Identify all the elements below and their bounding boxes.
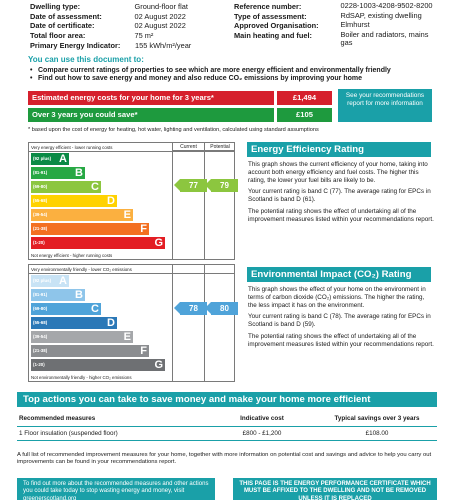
band-range: (39-54) bbox=[33, 334, 48, 339]
measure-cell: 1 Floor insulation (suspended floor) bbox=[17, 426, 207, 440]
environmental-impact-chart bbox=[28, 264, 235, 382]
band-range: (92 plus) bbox=[33, 278, 52, 283]
savings-cell: £108.00 bbox=[317, 426, 437, 440]
detail-label: Type of assessment: bbox=[234, 11, 307, 21]
detail-value: 0228-1003-4208-9502-8200 bbox=[340, 1, 433, 10]
certificate-notice-box: THIS PAGE IS THE ENERGY PERFORMANCE CERTIFICATE WHICH MUST BE AFFIXED TO THE DWELLING AND NOT BE REMOVED UNLESS IT IS REPLACED bbox=[233, 478, 437, 500]
estimated-costs-value: £1,494 bbox=[277, 91, 332, 105]
find-out-more-box: To find out more about the recommended measures and other actions you could take today to stop wasting energy and money, visit greenerscotland.org bbox=[17, 478, 215, 500]
band-letter: A bbox=[59, 153, 67, 165]
table-row bbox=[17, 426, 437, 440]
recommendations-table bbox=[17, 412, 437, 441]
eir-info-paragraph: Your current rating is band C (78). The average rating for EPCs in Scotland is band D (59). bbox=[248, 313, 431, 329]
detail-label: Reference number: bbox=[234, 2, 302, 11]
savings-label: Over 3 years you could save* bbox=[28, 108, 274, 122]
band-letter: C bbox=[91, 303, 99, 315]
band-letter: C bbox=[91, 181, 99, 193]
detail-value: 155 kWh/m²/year bbox=[135, 40, 192, 50]
detail-row bbox=[30, 12, 440, 22]
rating-band-b bbox=[31, 167, 85, 179]
eir-info-paragraph: This graph shows the effect of your home on the environment in terms of carbon dioxide (CO₂) emissions. The higher the rating, the less impact it has on the environment. bbox=[248, 286, 426, 309]
rating-band-e bbox=[31, 209, 133, 221]
band-range: (1-20) bbox=[33, 240, 45, 245]
top-note: Very environmentally friendly - lower CO₂ emissions bbox=[31, 267, 132, 272]
detail-value: 02 August 2022 bbox=[134, 11, 186, 21]
detail-value: Elmhurst bbox=[340, 20, 370, 30]
bottom-note: Not energy efficient - higher running costs bbox=[31, 253, 113, 258]
detail-value: 75 m² bbox=[134, 30, 154, 40]
rating-band-g bbox=[31, 237, 165, 249]
rating-band-f bbox=[31, 345, 149, 357]
detail-label: Total floor area: bbox=[30, 30, 86, 40]
band-range: (21-38) bbox=[33, 348, 48, 353]
band-letter: F bbox=[140, 345, 147, 357]
eir-info-paragraph: The potential rating shows the effect of undertaking all of the improvement measures listed within your recommendations report. bbox=[248, 332, 434, 348]
top-note: Very energy efficient - lower running costs bbox=[31, 145, 113, 150]
eer-info-paragraph: The potential rating shows the effect of undertaking all of the improvement measures listed within your recommendations report. bbox=[248, 207, 434, 223]
eer-info-text bbox=[248, 161, 434, 227]
top-actions-title: Top actions you can take to save money and make your home more efficient bbox=[17, 392, 437, 407]
estimated-costs-bar bbox=[28, 91, 332, 105]
band-range: (1-20) bbox=[33, 362, 45, 367]
detail-label: Date of certificate: bbox=[30, 21, 95, 31]
savings-bar bbox=[28, 108, 332, 122]
table-header-row bbox=[17, 412, 437, 426]
band-range: (92 plus) bbox=[33, 156, 52, 161]
use-doc-bullets bbox=[30, 67, 391, 84]
band-letter: B bbox=[75, 167, 83, 179]
eer-info-title: Energy Efficiency Rating bbox=[247, 142, 431, 157]
band-letter: F bbox=[140, 223, 147, 235]
column-header: Typical savings over 3 years bbox=[317, 412, 437, 426]
eer-info-paragraph: This graph shows the current efficiency of your home, taking into account both energy efficiency and fuel costs. The higher this rating, the lower your fuel bills are likely to be. bbox=[248, 161, 428, 184]
band-letter: B bbox=[75, 289, 83, 301]
detail-value: RdSAP, existing dwelling bbox=[340, 10, 422, 20]
band-range: (55-68) bbox=[33, 320, 48, 325]
energy-efficiency-chart bbox=[28, 142, 235, 260]
rating-band-g bbox=[31, 359, 165, 371]
detail-value: Ground-floor flat bbox=[134, 2, 188, 11]
bullet-item: • Compare current ratings of properties to see which are more energy efficient and environmentally friendly bbox=[30, 67, 391, 75]
band-letter: E bbox=[123, 331, 131, 343]
potential-column-header: Potential bbox=[204, 143, 235, 151]
rating-band-c bbox=[31, 181, 101, 193]
rating-band-a bbox=[31, 275, 69, 287]
band-letter: D bbox=[107, 317, 115, 329]
full-list-note: A full list of recommended improvement measures for your home, together with more information on potential cost and savings and advice to help you carry out improvements can be found in your recommendations report. bbox=[17, 452, 432, 466]
potential-rating-indicator: 79 bbox=[211, 179, 238, 192]
estimated-costs-label: Estimated energy costs for your home for 3 years* bbox=[28, 91, 274, 105]
bullet-item: • Find out how to save energy and money and also reduce CO₂ emissions by improving your home bbox=[30, 75, 391, 83]
band-letter: G bbox=[154, 237, 163, 249]
detail-label: Date of assessment: bbox=[30, 11, 102, 21]
detail-value: 02 August 2022 bbox=[134, 21, 186, 31]
potential-rating-indicator: 80 bbox=[211, 302, 238, 315]
rating-band-d bbox=[31, 317, 117, 329]
rating-band-d bbox=[31, 195, 117, 207]
rating-band-b bbox=[31, 289, 85, 301]
bottom-note: Not environmentally friendly - higher CO₂ emissions bbox=[31, 375, 132, 380]
use-doc-title: You can use this document to: bbox=[28, 55, 144, 64]
savings-value: £105 bbox=[277, 108, 332, 122]
detail-label: Main heating and fuel: bbox=[234, 30, 313, 40]
rating-band-f bbox=[31, 223, 149, 235]
current-rating-indicator: 77 bbox=[180, 179, 207, 192]
eer-info-paragraph: Your current rating is band C (77). The average rating for EPCs in Scotland is band D (61). bbox=[248, 188, 431, 204]
band-range: (21-38) bbox=[33, 226, 48, 231]
band-letter: G bbox=[154, 359, 163, 371]
property-details bbox=[30, 2, 440, 50]
cost-cell: £800 - £1,200 bbox=[207, 426, 317, 440]
band-letter: D bbox=[107, 195, 115, 207]
column-header: Indicative cost bbox=[207, 412, 317, 426]
band-range: (69-80) bbox=[33, 306, 48, 311]
current-rating-indicator: 78 bbox=[180, 302, 207, 315]
eir-info-text bbox=[248, 286, 434, 352]
rating-band-e bbox=[31, 331, 133, 343]
band-range: (69-80) bbox=[33, 184, 48, 189]
detail-label: Dwelling type: bbox=[30, 2, 81, 11]
band-range: (81-91) bbox=[33, 292, 48, 297]
detail-label: Primary Energy Indicator: bbox=[30, 40, 121, 50]
detail-value: Boiler and radiators, mains gas bbox=[340, 29, 429, 47]
current-column-header: Current bbox=[172, 143, 204, 151]
band-letter: E bbox=[123, 209, 131, 221]
detail-label: Approved Organisation: bbox=[234, 21, 319, 31]
see-recommendations-box: See your recommendations report for more information bbox=[338, 89, 432, 122]
band-letter: A bbox=[59, 275, 67, 287]
rating-band-a bbox=[31, 153, 69, 165]
column-header: Recommended measures bbox=[17, 412, 207, 426]
rating-band-c bbox=[31, 303, 101, 315]
band-range: (55-68) bbox=[33, 198, 48, 203]
eir-info-title: Environmental Impact (CO₂) Rating bbox=[247, 267, 431, 282]
band-range: (81-91) bbox=[33, 170, 48, 175]
band-range: (39-54) bbox=[33, 212, 48, 217]
costs-footnote: * based upon the cost of energy for heating, hot water, lighting and ventilation, calculated using standard assumptions bbox=[28, 127, 319, 133]
